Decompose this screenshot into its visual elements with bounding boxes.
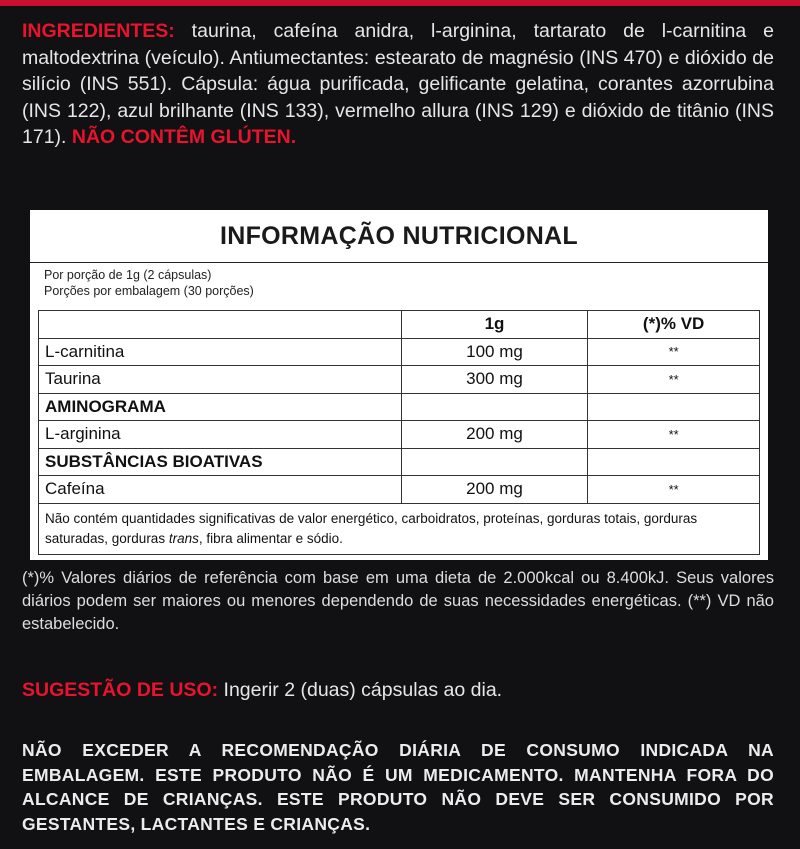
section-heading-aminograma: AMINOGRAMA — [39, 393, 402, 421]
ingredients-label: INGREDIENTES: — [22, 20, 175, 42]
table-row — [39, 448, 760, 476]
table-row — [39, 476, 760, 504]
nutrient-amount — [401, 393, 588, 421]
nutrition-grid — [38, 310, 760, 555]
ingredients-paragraph — [22, 18, 774, 151]
note-text: Não contém quantidades significativas de valor energético, carboidratos, proteínas, gorduras totais, gorduras saturadas, gorduras — [45, 510, 698, 546]
table-row — [39, 366, 760, 394]
nutrient-amount: 300 mg — [401, 366, 588, 394]
ingredients-text: taurina, cafeína anidra, l-arginina, tartarato de l-carnitina e maltodextrina (veículo). Antiumectantes: estearato de magnésio (INS 470) e dióxido de silício (INS 551). Cápsula: água purificada, gelificante gelatina, corantes azorrubina (INS 122), azul brilhante (INS 133), vermelho allura (INS 129) e dióxido de titânio (INS 171). — [22, 20, 774, 148]
header-row — [39, 311, 760, 339]
nutrient-name: Taurina — [39, 366, 402, 394]
usage-text: Ingerir 2 (duas) cápsulas ao dia. — [218, 679, 503, 701]
section-heading-bioactive: SUBSTÂNCIAS BIOATIVAS — [39, 448, 402, 476]
nutrition-table — [30, 210, 768, 560]
table-row — [39, 338, 760, 366]
nutrient-vd: ** — [588, 366, 760, 394]
portion-info — [44, 267, 254, 299]
nutrient-vd: ** — [588, 476, 760, 504]
table-row — [39, 393, 760, 421]
warning-text: NÃO EXCEDER A RECOMENDAÇÃO DIÁRIA DE CONSUMO INDICADA NA EMBALAGEM. ESTE PRODUTO NÃO É UM MEDICAMENTO. MANTENHA FORA DO ALCANCE DE CRIANÇAS. ESTE PRODUTO NÃO DEVE SER CONSUMIDO POR GESTANTES, LACTANTES E CRIANÇAS. — [22, 740, 774, 834]
nutrition-note — [39, 503, 760, 554]
nutrient-name: L-arginina — [39, 421, 402, 449]
note-row — [39, 503, 760, 554]
nutrient-vd: ** — [588, 338, 760, 366]
header-blank — [39, 311, 402, 339]
nutrient-vd — [588, 393, 760, 421]
nutrient-amount: 100 mg — [401, 338, 588, 366]
table-row — [39, 421, 760, 449]
note-italic: trans — [168, 530, 199, 546]
nutrient-amount: 200 mg — [401, 421, 588, 449]
nutrient-vd: ** — [588, 421, 760, 449]
nutrient-amount — [401, 448, 588, 476]
nutrient-amount: 200 mg — [401, 476, 588, 504]
note-text-end: , fibra alimentar e sódio. — [198, 530, 343, 546]
top-accent-bar — [0, 0, 800, 6]
nutrient-name: L-carnitina — [39, 338, 402, 366]
gluten-statement: NÃO CONTÊM GLÚTEN. — [71, 126, 297, 148]
portion-size: Por porção de 1g (2 cápsulas) — [44, 268, 212, 282]
usage-suggestion — [22, 677, 774, 703]
vd-footnote: (*)% Valores diários de referência com base em uma dieta de 2.000kcal ou 8.400kJ. Seus valores diários podem ser maiores ou menores dependendo de suas necessidades energéticas. (**) VD não estabelecido. — [22, 569, 774, 633]
nutrition-title: INFORMAÇÃO NUTRICIONAL — [30, 210, 768, 263]
nutrient-vd — [588, 448, 760, 476]
header-amount: 1g — [401, 311, 588, 339]
header-vd: (*)% VD — [588, 311, 760, 339]
nutrient-name: Cafeína — [39, 476, 402, 504]
usage-label: SUGESTÃO DE USO: — [22, 679, 219, 701]
portions-per-package: Porções por embalagem (30 porções) — [44, 284, 254, 298]
